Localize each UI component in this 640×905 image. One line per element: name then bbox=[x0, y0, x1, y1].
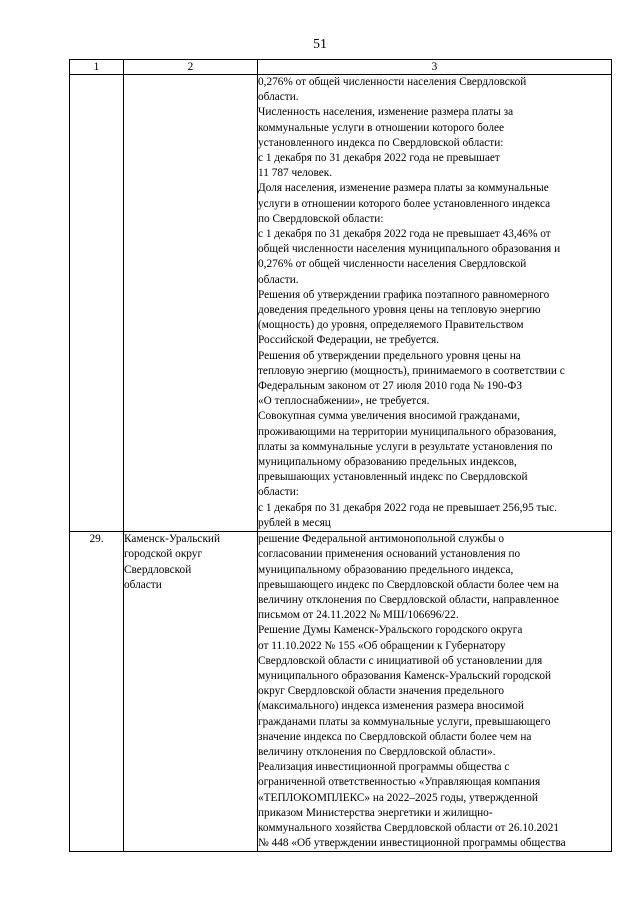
row-29-municipality-line: Свердловской bbox=[124, 563, 192, 576]
row-continued-text-line: муниципальному образованию предельных индексов, bbox=[258, 456, 517, 469]
row-continued-text-line: Численность населения, изменение размера платы за bbox=[258, 106, 514, 119]
row-continued-text-line: с 1 декабря по 31 декабря 2022 года не превышает 43,46% от bbox=[258, 228, 551, 241]
row-29-number: 29. bbox=[70, 532, 124, 852]
row-continued-text-line: услуги в отношении которого более установленного индекса bbox=[258, 197, 551, 210]
row-29-text-line: (максимального) индекса изменения размера вносимой bbox=[258, 700, 524, 713]
row-29-text-line: приказом Министерства энергетики и жилищно- bbox=[258, 806, 493, 819]
document-table bbox=[69, 59, 612, 852]
row-continued-text-line: с 1 декабря по 31 декабря 2022 года не превышает 256,95 тыс. bbox=[258, 501, 557, 514]
table-header-row bbox=[70, 60, 612, 75]
row-continued-text-line: области: bbox=[258, 486, 299, 499]
row-continued-text-line: Федеральным законом от 27 июля 2010 года № 190-ФЗ bbox=[258, 380, 523, 393]
row-continued-text-line: Совокупная сумма увеличения вносимой гражданами, bbox=[258, 410, 521, 423]
row-continued-text-line: рублей в месяц bbox=[258, 516, 331, 529]
row-continued-number bbox=[70, 75, 124, 532]
row-continued-text-line: Решения об утверждении предельного уровня цены на bbox=[258, 349, 521, 362]
row-29-municipality-line: городской округ bbox=[124, 548, 203, 561]
header-col-3: 3 bbox=[258, 60, 612, 75]
row-29-text-line: превышающего индекс по Свердловской области более чем на bbox=[258, 578, 559, 591]
row-29-text-line: гражданами платы за коммунальные услуги, превышающего bbox=[258, 715, 551, 728]
row-29-text-line: письмом от 24.11.2022 № МШ/106696/22. bbox=[258, 609, 459, 622]
row-29-municipality bbox=[124, 532, 258, 852]
row-continued-text-line: общей численности населения муниципального образования и bbox=[258, 243, 561, 256]
row-continued-text-line: превышающих установленный индекс по Свердловской bbox=[258, 471, 528, 484]
row-continued-text-line: доведения предельного уровня цены на тепловую энергию bbox=[258, 304, 541, 317]
row-29-text bbox=[258, 532, 612, 852]
row-29-municipality-line: Каменск-Уральский bbox=[124, 533, 221, 546]
row-29-text-line: № 448 «Об утверждении инвестиционной программы общества bbox=[258, 837, 566, 850]
row-29-text-line: значение индекса по Свердловской области более чем на bbox=[258, 730, 532, 743]
header-col-1: 1 bbox=[70, 60, 124, 75]
row-continued-text-line: (мощность) до уровня, определяемого Правительством bbox=[258, 319, 524, 332]
table-row-29 bbox=[70, 532, 612, 852]
row-continued-name bbox=[124, 75, 258, 532]
row-continued-text bbox=[258, 75, 612, 532]
row-29-text-line: «ТЕПЛОКОМПЛЕКС» на 2022–2025 годы, утвержденной bbox=[258, 791, 538, 804]
row-29-text-line: Решение Думы Каменск-Уральского городского округа bbox=[258, 624, 523, 637]
row-29-text-line: величину отклонения по Свердловской области, направленное bbox=[258, 593, 559, 606]
row-continued-text-line: Российской Федерации, не требуется. bbox=[258, 334, 440, 347]
table-row-continued bbox=[70, 75, 612, 532]
row-continued-text-line: 11 787 человек. bbox=[258, 167, 333, 180]
row-continued-text-line: платы за коммунальные услуги в результате установления по bbox=[258, 440, 553, 453]
row-29-text-line: Реализация инвестиционной программы общества с bbox=[258, 761, 510, 774]
header-col-2: 2 bbox=[124, 60, 258, 75]
row-29-text-line: Свердловской области с инициативой об установлении для bbox=[258, 654, 543, 667]
row-continued-text-line: «О теплоснабжении», не требуется. bbox=[258, 395, 430, 408]
row-continued-text-line: Доля населения, изменение размера платы за коммунальные bbox=[258, 182, 549, 195]
row-continued-text-line: области. bbox=[258, 91, 299, 104]
row-29-text-line: решение Федеральной антимонопольной службы о bbox=[258, 533, 505, 546]
row-29-text-line: величину отклонения по Свердловской области». bbox=[258, 745, 496, 758]
row-29-municipality-line: области bbox=[124, 578, 162, 591]
row-29-text-line: от 11.10.2022 № 155 «Об обращении к Губернатору bbox=[258, 639, 506, 652]
row-continued-text-line: тепловую энергию (мощность), принимаемого в соответствии с bbox=[258, 364, 565, 377]
row-29-text-line: муниципального образования Каменск-Уральский городской bbox=[258, 669, 552, 682]
row-continued-text-line: установленного индекса по Свердловской области: bbox=[258, 136, 504, 149]
row-29-text-line: ограниченной ответственностью «Управляющая компания bbox=[258, 776, 541, 789]
row-continued-text-line: области. bbox=[258, 273, 299, 286]
row-continued-text-line: Решения об утверждении графика поэтапного равномерного bbox=[258, 288, 550, 301]
row-29-text-line: округ Свердловской области значения предельного bbox=[258, 685, 505, 698]
row-continued-text-line: 0,276% от общей численности населения Свердловской bbox=[258, 76, 527, 88]
row-continued-text-line: проживающими на территории муниципального образования, bbox=[258, 425, 557, 438]
row-continued-text-line: коммунальные услуги в отношении которого более bbox=[258, 121, 505, 134]
row-continued-text-line: 0,276% от общей численности населения Свердловской bbox=[258, 258, 527, 271]
row-29-text-line: муниципальному образованию предельного индекса, bbox=[258, 563, 514, 576]
row-continued-text-line: с 1 декабря по 31 декабря 2022 года не превышает bbox=[258, 152, 500, 165]
page-number: 51 bbox=[313, 37, 327, 52]
row-29-text-line: коммунального хозяйства Свердловской области от 26.10.2021 bbox=[258, 821, 560, 834]
row-29-text-line: согласовании применения оснований установления по bbox=[258, 548, 521, 561]
row-continued-text-line: по Свердловской области: bbox=[258, 212, 384, 225]
